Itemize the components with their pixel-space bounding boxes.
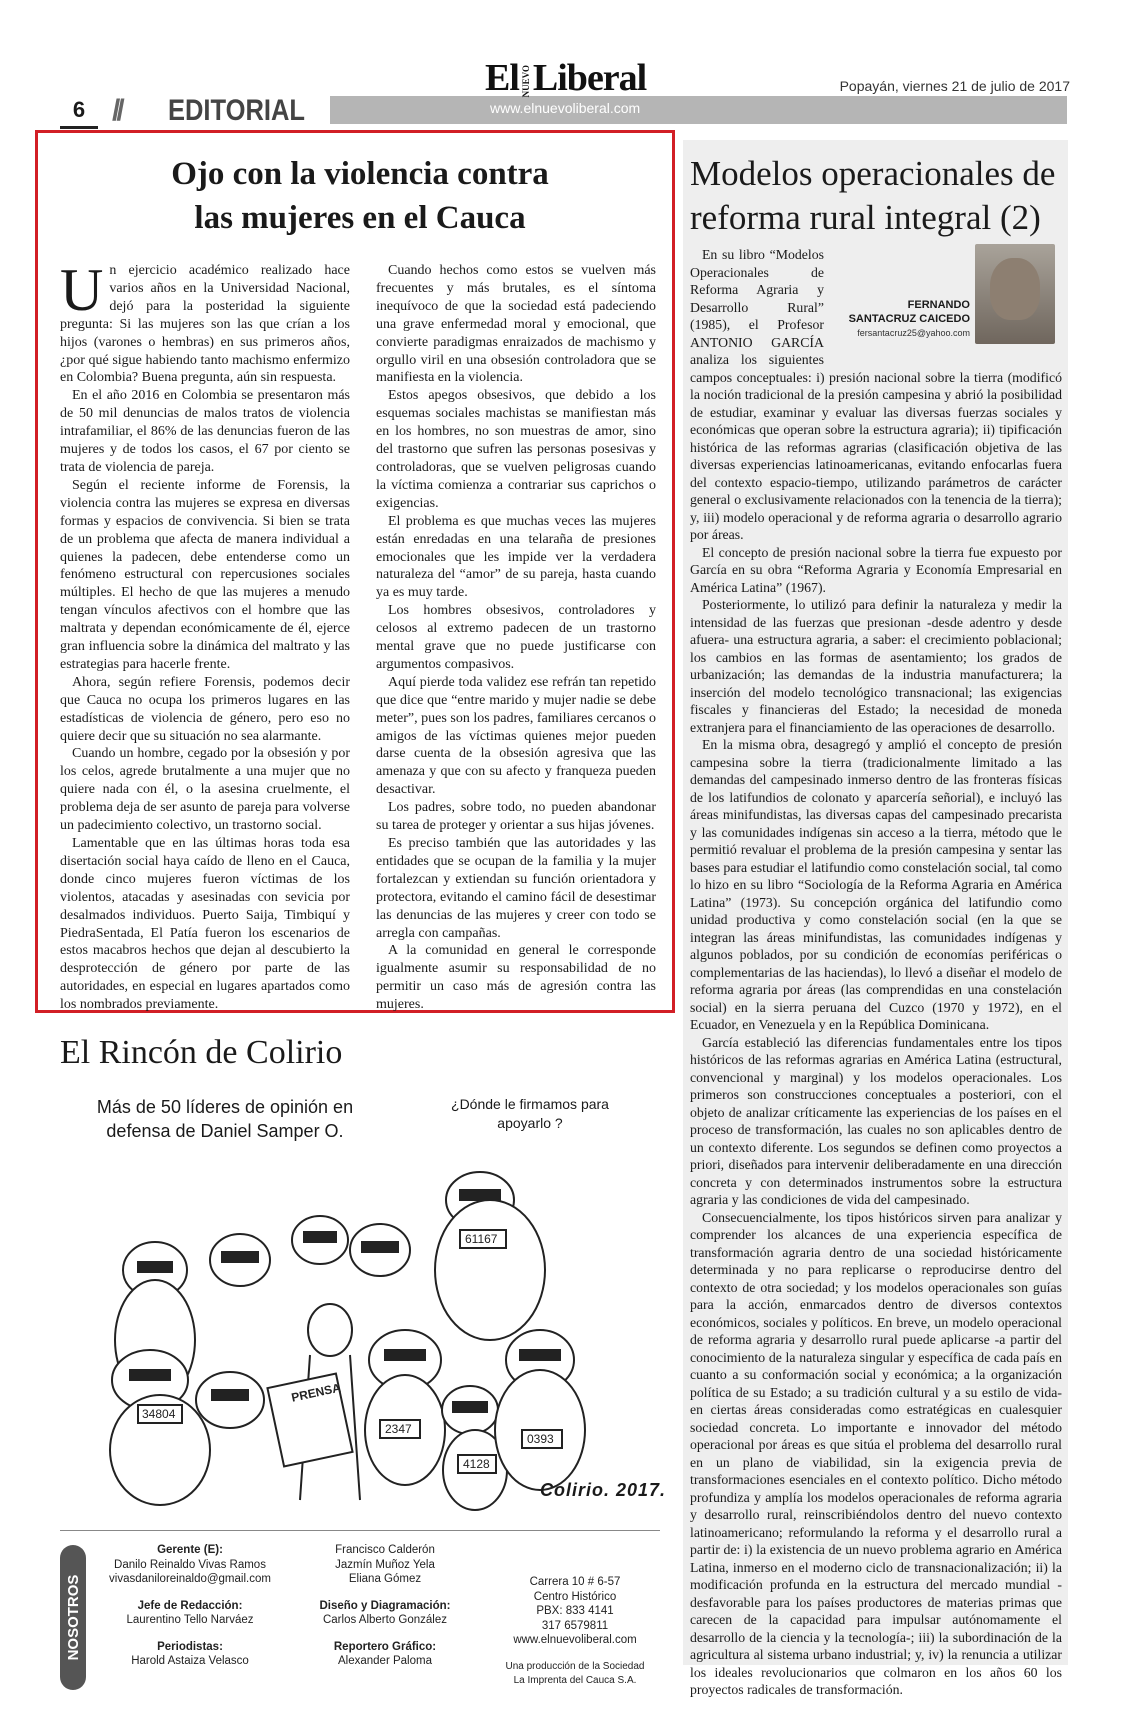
editorial-column-2 (376, 262, 656, 1014)
editorial-column-1 (60, 257, 350, 1014)
cartoon-caption-left: Más de 50 líderes de opinión en defensa de Daniel Samper O. (96, 1097, 354, 1141)
badge-number-1: 34804 (142, 1407, 176, 1421)
badge-number-3: 2347 (385, 1422, 412, 1436)
editorial-paragraph: Los padres, sobre todo, no pueden abandonar su tarea de proteger y orientar a sus hijas jóvenes. (376, 800, 656, 834)
newspaper-logo: El NUEVOLiberal (485, 57, 647, 99)
masthead-column-3: Carrera 10 # 6-57 Centro Histórico PBX: 833 4141 317 6579811 www.elnuevoliberal.com Una producción de la Sociedad La Imprenta del Cauca S.A. (505, 1576, 645, 1686)
editorial-paragraph: Es preciso también que las autoridades y las entidades que se ocupan de la familia y la mujer fortalezcan y extiendan su función orientadora y protectora, evitando el camino fácil de desestimar las denuncias de las mujeres y creer con todo se arregla con campañas. (376, 836, 656, 941)
editorial-paragraph: A la comunidad en general le corresponde igualmente asumir su responsabilidad de no permitir un caso más de agresión contra las mujeres. (376, 943, 656, 1013)
badge-number-5: 0393 (527, 1432, 554, 1446)
editorial-paragraph: Ahora, según refiere Forensis, podemos decir que Cauca no ocupa los primeros lugares en las estadísticas de violencia de género, pero eso no quiere decir que su situación no sea alarmante. (60, 674, 350, 744)
opinion-paragraph: En su libro “Modelos Operacionales de Reforma Agraria y Desarrollo Rural” (1985), el Profesor ANTONIO GARCÍA analiza los siguientes campos conceptuales: i) presión nacional sobre la tierra (modificó la noción tradicional de la presión campesina y abrió la posibilidad de estudiar, examinar y evaluar las diversas fuerzas sociales y económicas que operan sobre la estructura agraria); ii) tipificación histórica de las reformas agrarias (clasificación objetiva de las diversas experiencias latinoamericanas, evitando enfocarlas fuera del contexto espacio-tiempo, utilizando parámetros de carácter general o exclusivamente relacionados con la tenencia de la tierra); y, iii) modelo operacional y de reforma agraria o desarrollo agrario por áreas. (690, 247, 1062, 542)
editorial-paragraph: En el año 2016 en Colombia se presentaron más de 50 mil denuncias de malos tratos de violencia intrafamiliar, el 86% de las denuncias fueron de las mujeres y de todos los casos, el 67 por ciento se trata de violencia de pareja. (60, 388, 350, 475)
masthead-column-2: Francisco Calderón Jazmín Muñoz Yela Eliana Gómez Diseño y Diagramación: Carlos Alberto González Reportero Gráfico: Alexander Paloma (319, 1544, 451, 1667)
badge-number-4: 4128 (463, 1457, 490, 1471)
opinion-paragraph: El concepto de presión nacional sobre la tierra fue expuesto por García en su obra “Reforma Agraria y Economía Empresarial en América Latina” (1967). (690, 544, 1062, 595)
page-number: 6 (60, 94, 98, 129)
editorial-paragraph: Los hombres obsesivos, controladores y celosos al extremo padecen de un trastorno mental grave que no puede justificarse con argumentos compasivos. (376, 603, 656, 672)
website-url: www.elnuevoliberal.com (490, 100, 641, 116)
opinion-paragraph: García estableció las diferencias fundamentales entre los tipos históricos de las reformas agrarias en América Latina (estructural, convencional y marginal) y los modelos operacionales. Los primeros son construcciones conceptuales a posteriori, con el objeto de analizar críticamente las experiencias de los países en el proceso de transformación, las cuales no son aplicables dentro de un contexto diferente. Los segundos se definen como proyectos a priori, diseñados para intervenir deliberadamente en una dirección concreta y con determinados instrumentos sobre la estructura agraria y las condiciones de vida del campesinado. (690, 1034, 1062, 1207)
masthead-divider (60, 1530, 660, 1531)
opinion-headline: Modelos operacionales de reforma rural integral (2) (690, 154, 1056, 237)
dateline: Popayán, viernes 21 de julio de 2017 (839, 78, 1070, 94)
editorial-paragraph: El problema es que muchas veces las mujeres están enredadas en una telaraña de presiones emocionales que les impide ver la verdadera naturaleza del “amor” de su pareja, hasta cuando ya es muy tarde. (376, 513, 656, 601)
opinion-paragraph: En la misma obra, desagregó y amplió el concepto de presión campesina sobre la tierra (tradicionalmente limitado a las demandas del campesinado inmerso dentro de las fronteras físicas de los latifundios de colonato y aparcería señorial), e incluyó las áreas minifundistas, las diversas capas del campesinado precarista y las comunidades indígenas sin acceso a la tierra, método que le permitió revaluar el problema de la presión campesina y sentar las bases para estudiar el latifundio como constelación social, tal como lo hizo en su libro “Sociología de la Reforma Agraria en América Latina” (1973). Su concepción orgánica del latifundio como unidad productiva y como constelación social (en la que se integran las áreas minifundistas, las comunidades indígenas y algunos poblados, por su condición de economías periféricas o complementarias de las haciendas), lo llevó a diseñar el modelo de reforma agraria por áreas (las comprendidas en una constelación social) en la sierra peruana del Cuzco (1970 y 1972), en el Ecuador, en Venezuela y en la República Dominicana. (690, 737, 1062, 1032)
editorial-paragraph: Cuando hechos como estos se vuelven más frecuentes y más brutales, es el síntoma inequívoco de que la sociedad está padeciendo una grave enfermedad moral y emocional, que convierte paradigmas enraizados de machismo y orgullo viril en una obsesión controladora que se manifiesta en la violencia. (376, 263, 656, 386)
masthead-column-1: Gerente (E): Danilo Reinaldo Vivas Ramos vivasdaniloreinaldo@gmail.com Jefe de Redacción: Laurentino Tello Narváez Periodistas: Harold Astaiza Velasco (109, 1544, 271, 1667)
drop-cap: U (60, 257, 104, 323)
cartoon-caption-right: ¿Dónde le firmamos para apoyarlo ? (451, 1096, 609, 1131)
editorial-paragraph: Estos apegos obsesivos, que debido a los esquemas sociales machistas se manifiestan más en los hombres, no son muestras de amor, sino del trastorno que sufren las personas posesivas y controladoras, que se vuelven peligrosas cuando la víctima comienza a contrariar sus caprichos o exigencias. (376, 388, 656, 511)
editorial-headline: Ojo con la violencia contra las mujeres en el Cauca (171, 156, 549, 236)
newspaper-label: PRENSA (290, 1380, 342, 1405)
editorial-paragraph: Según el reciente informe de Forensis, la violencia contra las mujeres se expresa en diversas formas y espacios de convivencia. Si bien se trata de un problema que afecta de manera individual a quienes la padecen, debe entenderse como un fenómeno estructural con repercusiones sociales múltiples. El hecho de que las mujeres a menudo tengan vínculos afectivos con el hombre que las maltrata y dependan económicamente de él, ejerce gran influencia sobre la dinámica del maltrato y las estrategias para hacerle frente. (60, 477, 350, 672)
cartoon-illustration (60, 1080, 660, 1520)
author-email: fersantacruz25@yahoo.com (857, 328, 970, 338)
editorial-paragraph: Aquí pierde toda validez ese refrán tan repetido que dice que “entre marido y mujer nadie se debe meter”, pues son los padres, familiares cercanos o amigos de las víctimas quienes mejor pueden darse cuenta de la obsesión agresiva que las amenaza y que con su afecto y franqueza pueden desactivar. (376, 674, 656, 798)
opinion-body (690, 246, 1062, 1699)
masthead-tab: NOSOTROS (60, 1545, 86, 1690)
author-byline: FERNANDO SANTACRUZ CAICEDO (848, 299, 970, 325)
section-slashes-decoration: // (112, 94, 121, 127)
editorial-paragraph: Lamentable que en las últimas horas toda esa disertación social haya caído de lleno en el Cauca, donde cinco mujeres fueron víctimas de los violentos, atacadas y asesinadas con sevicia por desalmados individuos. Puerto Saija, Timbiquí y PiedraSentada, El Patía fueron los escenarios de estos macabros hechos que dejan al descubierto la desprotección de género por parte de las autoridades, en especial en lugares apartados como los nombrados previamente. (60, 836, 350, 1013)
editorial-paragraph: Un ejercicio académico realizado hace varios años en la Universidad Nacional, dejó para la posteridad la siguiente pregunta: Si las mujeres son las que crían a los hijos (varones o hembras) en sus primeros años, ¿por qué sigue habiendo tanto machismo enfermizo en Colombia? Buena pregunta, aún sin respuesta. (60, 257, 350, 386)
cartoon-section-title: El Rincón de Colirio (60, 1034, 343, 1071)
cartoon-signature: Colirio. 2017. (540, 1480, 667, 1500)
badge-number-2: 61167 (465, 1232, 498, 1246)
section-title: EDITORIAL (168, 94, 305, 127)
opinion-paragraph: Consecuencialmente, los tipos históricos sirven para analizar y comprender los alcances de una experiencia específica de transformación agraria dentro de una sociedad históricamente determinada y no para replicarse o reproducirse dentro del contexto de otra sociedad; y los modelos operacionales son guías para la acción, enmarcados dentro de diversos contextos económicos, sociales y políticos. En breve, un modelo operacional de reforma agraria y desarrollo rural puede aplicarse -a partir del conocimiento de la naturaleza singular y específica de cada país en cuanto a su conformación social y económica; a la organización política de su Estado; a su tradición cultural y a su estilo de vida- en ciertas áreas consideradas como estratégicas en cualesquier sociedad concreta. Lo importante e innovador del método operacional por áreas es que sitúa el problema del desarrollo rural en un plano de viabilidad, sin la exigencia previa de transformaciones esenciales en el contexto político. Dicho método profundiza y amplía los modelos operacionales de reforma agraria y desarrollo rural, reinscribiéndolos dentro del nuevo contexto latinoamericano; reformulando la reforma y el desarrollo rural a partir de: i) la existencia de un nuevo problema agrario en América Latina, inmerso en el moderno ciclo de transnacionalización; ii) la modificación profunda en la estructura del mercado mundial -desfavorable para los países productores de materias primas que carecen de la capacidad para impulsar autónomamente el desarrollo de la ciencia y la tecnología-; iii) la subordinación de la agricultura al sistema urbano industrial; y, iv) la renuncia a utilizar los ideales revolucionarios que colmaron en los años 60 los proyectos radicales de transformación. (690, 1209, 1062, 1697)
opinion-paragraph: Posteriormente, lo utilizó para definir la naturaleza y medir la intensidad de las fuerzas que presionan -desde adentro y desde afuera- una estructura agraria, a saber: el crecimiento poblacional; los cambios en las formas de asentamiento; los grados de urbanización; las demandas de la industria manufacturera; la inserción del modelo tecnológico transnacional; las exigencias fiscales y financieras del Estado; la necesidad de moneda extranjera para el financiamiento de las operaciones de desarrollo. (690, 597, 1062, 735)
editorial-paragraph: Cuando un hombre, cegado por la obsesión y por los celos, agrede brutalmente a una mujer que no quiere nada con él, o la asesina cruelmente, el problema deja de ser asunto de pareja para volverse un padecimiento colectivo, un trastorno social. (60, 746, 350, 834)
